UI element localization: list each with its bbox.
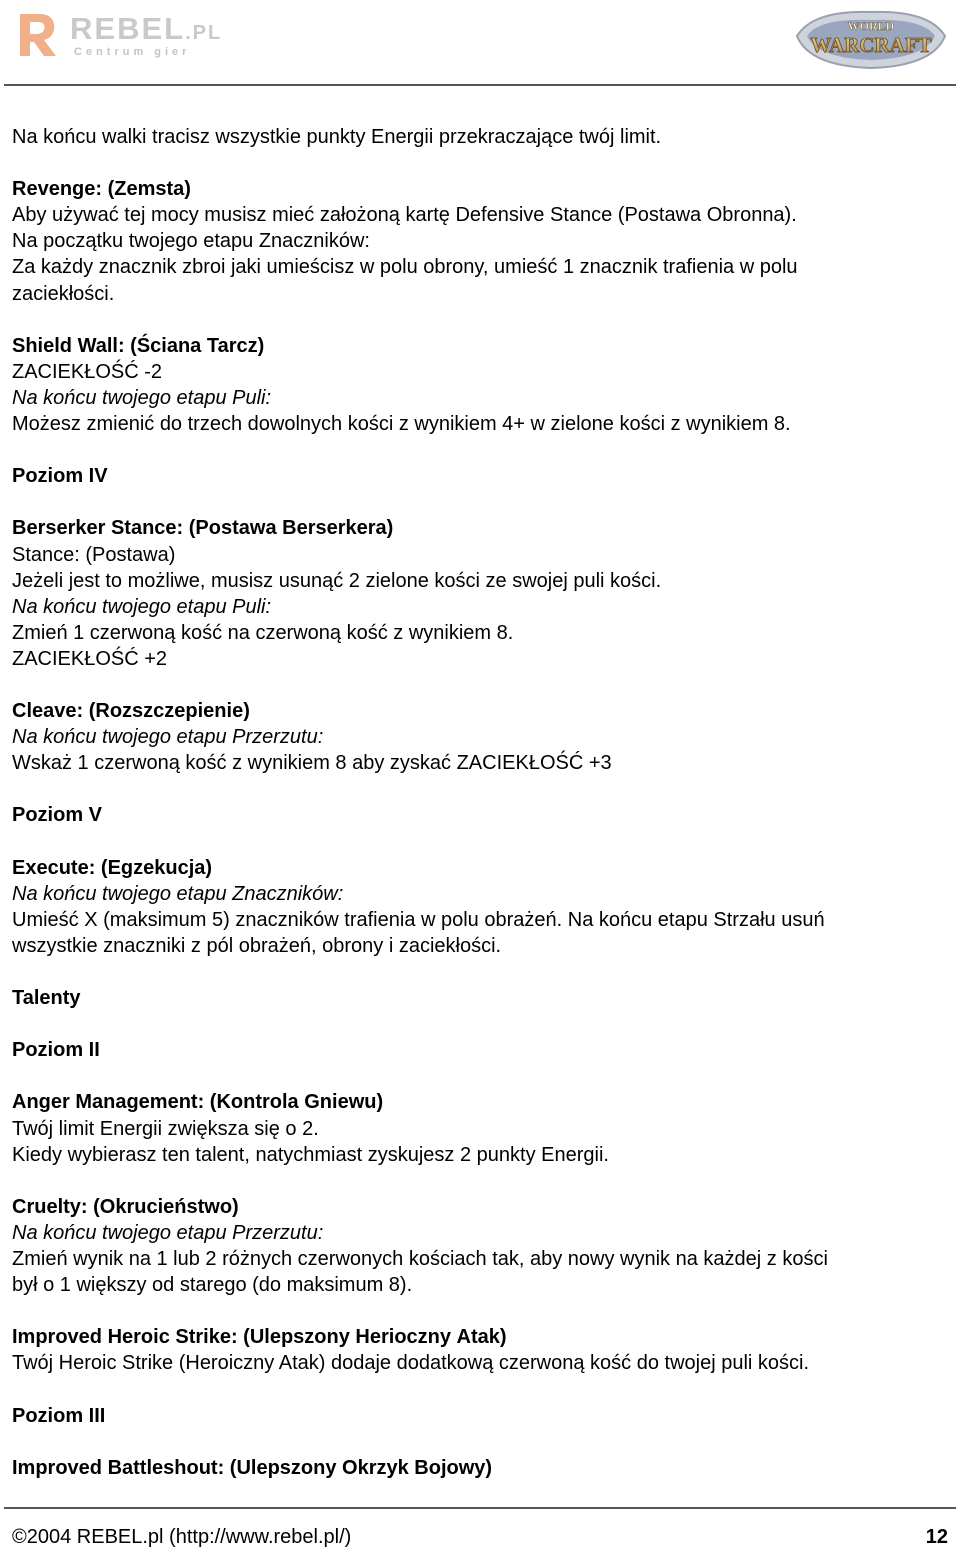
ability-heading: Cleave: (Rozszczepienie) <box>12 700 250 723</box>
paragraph: Za każdy znacznik zbroi jaki umieścisz w polu obrony, umieść 1 znacznik trafienia w polu <box>12 256 798 279</box>
phase-label: Na końcu twojego etapu Znaczników: <box>12 882 344 905</box>
rebel-logo <box>14 8 223 64</box>
page-number: 12 <box>925 1526 948 1548</box>
rebel-logo-brand: REBEL.PL <box>70 11 223 46</box>
paragraph: ZACIEKŁOŚĆ -2 <box>12 360 163 383</box>
phase-label: Na końcu twojego etapu Puli: <box>12 595 272 618</box>
ability-heading: Revenge: (Zemsta) <box>12 178 191 201</box>
phase-label: Na końcu twojego etapu Puli: <box>12 386 272 409</box>
ability-heading: Shield Wall: (Ściana Tarcz) <box>12 334 265 357</box>
paragraph: Jeżeli jest to możliwe, musisz usunąć 2 zielone kości ze swojej puli kości. <box>12 569 662 592</box>
paragraph: Kiedy wybierasz ten talent, natychmiast zyskujesz 2 punkty Energii. <box>12 1143 609 1166</box>
paragraph: Stance: (Postawa) <box>12 543 176 566</box>
paragraph: Zmień 1 czerwoną kość na czerwoną kość z wynikiem 8. <box>12 621 514 644</box>
page-header <box>0 0 960 86</box>
level-heading: Poziom III <box>12 1404 106 1427</box>
ability-heading: Execute: (Egzekucja) <box>12 856 213 879</box>
world-of-warcraft-logo <box>793 6 949 72</box>
header-divider <box>4 84 956 86</box>
talent-heading: Improved Battleshout: (Ulepszony Okrzyk Bojowy) <box>12 1456 493 1479</box>
talent-heading: Cruelty: (Okrucieństwo) <box>12 1195 239 1218</box>
section-heading: Talenty <box>12 987 81 1010</box>
paragraph: ZACIEKŁOŚĆ +2 <box>12 647 168 670</box>
wow-logo-line2: WARCRAFT <box>810 33 932 57</box>
document-body <box>12 124 948 1481</box>
paragraph: Na końcu walki tracisz wszystkie punkty Energii przekraczające twój limit. <box>12 126 662 148</box>
level-heading: Poziom IV <box>12 465 108 488</box>
wow-logo-line1: WORLD <box>847 19 895 33</box>
paragraph: wszystkie znaczniki z pól obrażeń, obrony i zaciekłości. <box>12 934 502 957</box>
paragraph: Umieść X (maksimum 5) znaczników trafienia w polu obrażeń. Na końcu etapu Strzału usuń <box>12 908 825 931</box>
rebel-logo-tagline: Centrum gier <box>74 46 191 58</box>
level-heading: Poziom II <box>12 1039 100 1062</box>
level-heading: Poziom V <box>12 804 103 827</box>
phase-label: Na końcu twojego etapu Przerzutu: <box>12 726 324 749</box>
paragraph: Wskaż 1 czerwoną kość z wynikiem 8 aby zyskać ZACIEKŁOŚĆ +3 <box>12 752 612 775</box>
footer-divider <box>4 1507 956 1509</box>
paragraph: Aby używać tej mocy musisz mieć założoną kartę Defensive Stance (Postawa Obronna). <box>12 204 797 227</box>
paragraph: był o 1 większy od starego (do maksimum 8). <box>12 1274 413 1297</box>
ability-heading: Berserker Stance: (Postawa Berserkera) <box>12 517 394 540</box>
paragraph: Możesz zmienić do trzech dowolnych kości z wynikiem 4+ w zielone kości z wynikiem 8. <box>12 413 791 436</box>
phase-label: Na początku twojego etapu Znaczników: <box>12 230 370 253</box>
rebel-logo-mark-icon <box>14 10 62 60</box>
talent-heading: Improved Heroic Strike: (Ulepszony Heriocznу Atak) <box>12 1326 507 1349</box>
phase-label: Na końcu twojego etapu Przerzutu: <box>12 1221 324 1244</box>
footer-copyright: ©2004 REBEL.pl (http://www.rebel.pl/) <box>12 1526 352 1548</box>
paragraph: zaciekłości. <box>12 282 115 305</box>
paragraph: Twój Heroic Strike (Heroiczny Atak) dodaje dodatkową czerwoną kość do twojej puli kości. <box>12 1352 810 1375</box>
paragraph: Zmień wynik na 1 lub 2 różnych czerwonych kościach tak, aby nowy wynik na każdej z kości <box>12 1248 828 1271</box>
talent-heading: Anger Management: (Kontrola Gniewu) <box>12 1091 384 1114</box>
paragraph: Twój limit Energii zwiększa się o 2. <box>12 1117 319 1140</box>
